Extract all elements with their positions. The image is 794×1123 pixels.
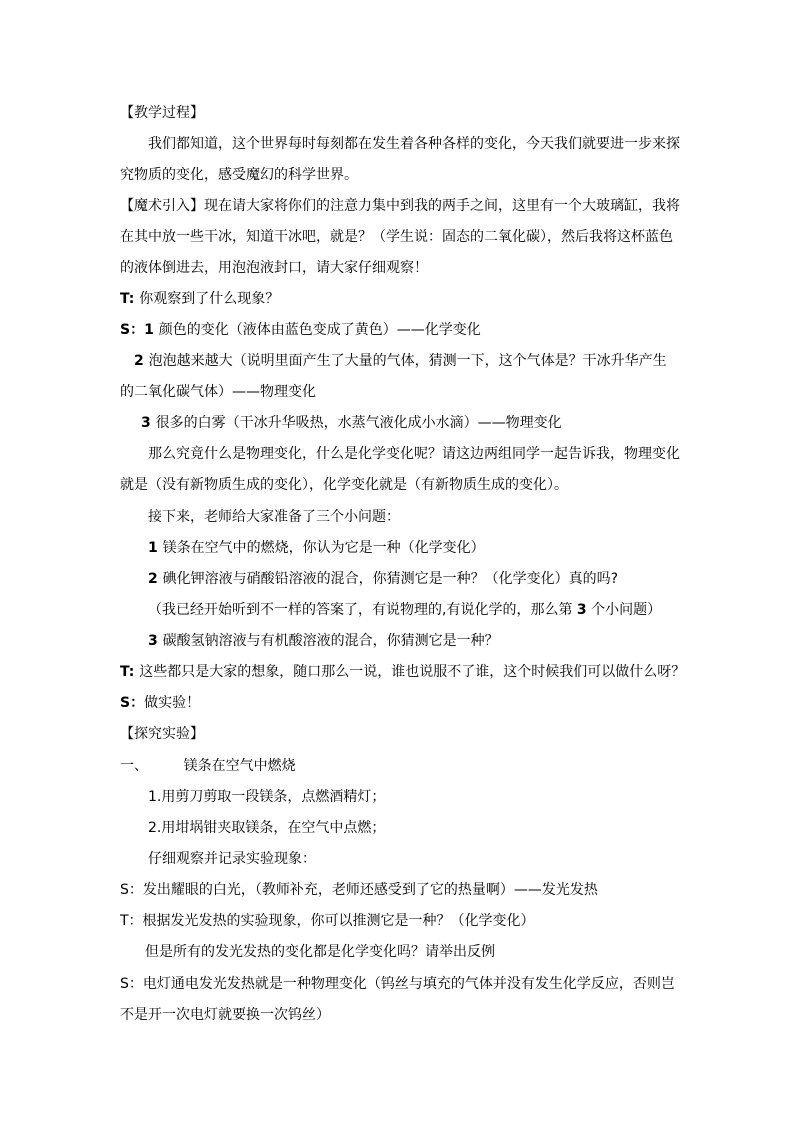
dialogue-student-light-heat: S：发出耀眼的白光，（教师补充，老师还感受到了它的热量啊）——发光发热 [120,882,598,898]
paragraph-magic-intro-line-3: 的液体倒进去，用泡泡液封口，请大家仔细观察！ [120,260,428,276]
dialogue-student-experiment: S：做实验！ [120,695,201,711]
note-different-answers: （我已经开始听到不一样的答案了，有说物理的,有说化学的，那么第 3 个小问题） [148,602,662,618]
dialogue-student-observation-1: S：1 颜色的变化（液体由蓝色变成了黄色）——化学变化 [120,322,481,338]
dialogue-teacher-imagination: T: 这些都只是大家的想象，随口那么一说，谁也说服不了谁，这个时候我们可以做什么呀？ [120,664,686,680]
paragraph-intro-line-1: 我们都知道，这个世界每时每刻都在发生着各种各样的变化，今天我们就要进一步来探 [148,136,680,152]
experiment-step-2: 2.用坩埚钳夹取镁条，在空气中点燃； [148,820,386,836]
paragraph-counterexample-prompt: 但是所有的发光发热的变化都是化学变化吗？请举出反例 [145,944,495,960]
dialogue-student-counterexample-line-1: S：电灯通电发光发热就是一种物理变化（钨丝与填充的气体并没有发生化学反应，否则岂 [120,976,675,992]
section-heading-teaching-process: 【教学过程】 [120,105,204,121]
question-2: 2 碘化钾溶液与硝酸铅溶液的混合，你猜测它是一种？（化学变化）真的吗? [148,571,619,587]
dialogue-student-observation-2-cont: 的二氧化碳气体）——物理变化 [120,384,316,400]
paragraph-definition-line-2: 就是（没有新物质生成的变化），化学变化就是（有新物质生成的变化）。 [120,477,568,493]
question-1: 1 镁条在空气中的燃烧，你认为它是一种（化学变化） [148,540,485,556]
question-3: 3 碳酸氢钠溶液与有机酸溶液的混合，你猜测它是一种？ [148,633,499,649]
experiment-observe: 仔细观察并记录实验现象： [148,851,316,867]
paragraph-intro-line-2: 究物质的变化，感受魔幻的科学世界。 [120,167,358,183]
paragraph-magic-intro-line-1: 【魔术引入】现在请大家将你们的注意力集中到我的两手之间，这里有一个大玻璃缸，我将 [120,198,680,214]
dialogue-student-observation-3: 3 很多的白雾（干冰升华吸热，水蒸气液化成小水滴）——物理变化 [141,415,562,431]
experiment-1-title: 一、 镁条在空气中燃烧 [120,758,296,774]
experiment-step-1: 1.用剪刀剪取一段镁条，点燃酒精灯； [148,789,386,805]
section-heading-experiment: 【探究实验】 [120,726,204,742]
dialogue-teacher-infer: T：根据发光发热的实验现象，你可以推测它是一种？（化学变化） [120,913,535,929]
paragraph-definition-line-1: 那么究竟什么是物理变化，什么是化学变化呢？请这边两组同学一起告诉我，物理变化 [148,446,680,462]
paragraph-magic-intro-line-2: 在其中放一些干冰，知道干冰吧，就是？（学生说：固态的二氧化碳），然后我将这杯蓝色 [120,229,673,245]
dialogue-teacher-question: T: 你观察到了什么现象？ [120,291,280,307]
dialogue-student-counterexample-line-2: 不是开一次电灯就要换一次钨丝） [120,1007,330,1023]
dialogue-student-observation-2: 2 泡泡越来越大（说明里面产生了大量的气体，猜测一下，这个气体是？干冰升华产生 [134,353,667,369]
paragraph-three-questions: 接下来，老师给大家准备了三个小问题： [148,509,400,525]
